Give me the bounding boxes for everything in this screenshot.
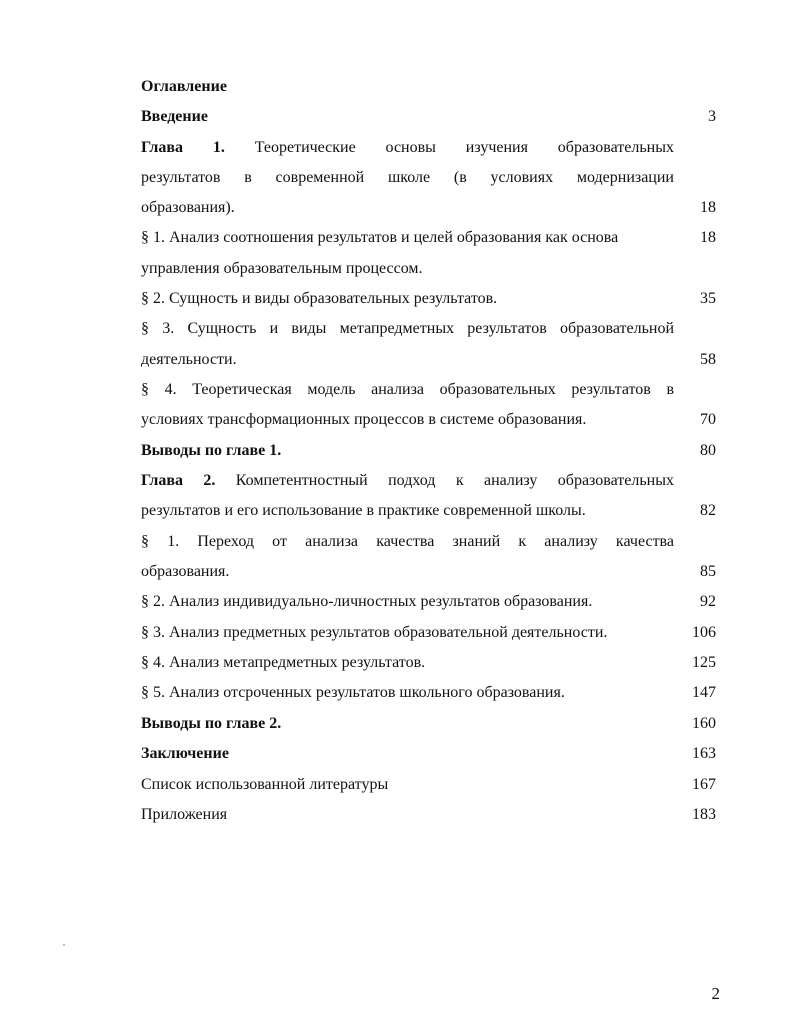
toc-entry-ch1-conclusions: Выводы по главе 1. <box>141 442 282 459</box>
toc-entry-bibliography: Список использованной литературы <box>141 776 389 793</box>
chapter-1-prefix: Глава 1. <box>141 139 225 156</box>
toc-page-introduction: 3 <box>708 108 716 125</box>
toc-entry-chapter-2-line-1 <box>141 471 674 491</box>
toc-page-ch2-s5: 147 <box>692 684 716 701</box>
toc-page-ch2-s3: 106 <box>692 624 716 641</box>
chapter-2-prefix: Глава 2. <box>141 472 216 489</box>
toc-entry-ch2-s1-line-1: § 1. Переход от анализа качества знаний к анализу качества <box>141 533 674 550</box>
chapter-2-title-start: Компетентностный подход к анализу образовательных <box>235 472 674 489</box>
toc-page-ch2-s1: 85 <box>700 563 716 580</box>
toc-entry-chapter-1-line-3: образования). <box>141 199 235 216</box>
toc-entry-ch2-s4: § 4. Анализ метапредметных результатов. <box>141 654 426 671</box>
toc-page-ch2-s4: 125 <box>692 654 716 671</box>
toc-entry-ch1-s4-line-1: § 4. Теоретическая модель анализа образовательных результатов в <box>141 381 674 398</box>
toc-page-appendices: 183 <box>692 806 716 823</box>
toc-entry-ch1-s1-line-1: § 1. Анализ соотношения результатов и целей образования как основа <box>141 229 619 246</box>
toc-entry-ch2-s1-line-2: образования. <box>141 563 230 580</box>
toc-title: Оглавление <box>141 78 227 95</box>
toc-entry-ch2-s2: § 2. Анализ индивидуально-личностных результатов образования. <box>141 593 593 610</box>
toc-entry-ch1-s3-line-2: деятельности. <box>141 351 237 368</box>
toc-page-conclusion: 163 <box>692 745 716 762</box>
toc-entry-chapter-1-line-2: результатов в современной школе (в условиях модернизации <box>141 169 674 186</box>
toc-entry-chapter-2-line-2: результатов и его использование в практике современной школы. <box>141 502 586 519</box>
toc-page-ch1-s2: 35 <box>700 290 716 307</box>
toc-entry-conclusion: Заключение <box>141 745 229 762</box>
toc-entry-ch2-s3: § 3. Анализ предметных результатов образовательной деятельности. <box>141 624 608 641</box>
toc-entry-ch1-s4-line-2: условиях трансформационных процессов в системе образования. <box>141 411 587 428</box>
toc-entry-ch2-conclusions: Выводы по главе 2. <box>141 715 282 732</box>
toc-page-ch1-s4: 70 <box>700 411 716 428</box>
toc-entry-ch1-s3-line-1: § 3. Сущность и виды метапредметных результатов образовательной <box>141 320 674 337</box>
toc-page-ch1-s1: 18 <box>700 229 716 246</box>
toc-entry-chapter-1-line-1 <box>141 138 674 158</box>
toc-entry-ch1-s1-line-2: управления образовательным процессом. <box>141 260 423 277</box>
toc-page-bibliography: 167 <box>692 776 716 793</box>
toc-page-ch2-s2: 92 <box>700 593 716 610</box>
toc-page-chapter-2: 82 <box>700 502 716 519</box>
toc-entry-appendices: Приложения <box>141 806 228 823</box>
chapter-1-title-start: Теоретические основы изучения образовательных <box>254 139 674 156</box>
toc-page-ch1-conclusions: 80 <box>700 442 716 459</box>
toc-entry-ch1-s2: § 2. Сущность и виды образовательных результатов. <box>141 290 498 307</box>
scan-artifact <box>63 944 65 946</box>
page-number: 2 <box>711 984 720 1003</box>
toc-page-ch2-conclusions: 160 <box>692 715 716 732</box>
toc-page-chapter-1: 18 <box>700 199 716 216</box>
toc-entry-introduction: Введение <box>141 108 208 125</box>
toc-page-ch1-s3: 58 <box>700 351 716 368</box>
toc-entry-ch2-s5: § 5. Анализ отсроченных результатов школьного образования. <box>141 684 565 701</box>
